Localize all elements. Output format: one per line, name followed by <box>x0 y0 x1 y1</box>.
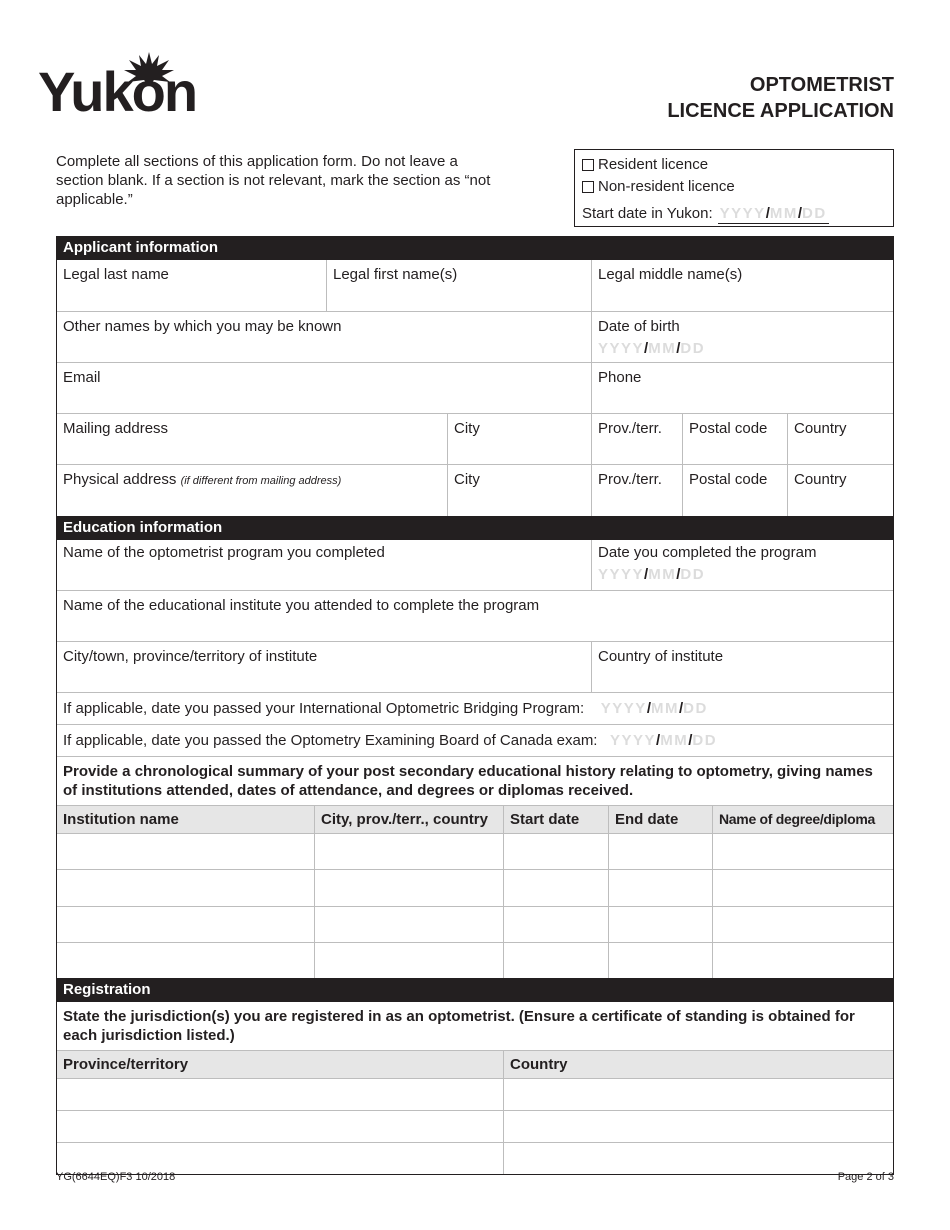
dob-field[interactable]: Date of birth YYYY/MM/DD <box>592 312 893 362</box>
oebc-date-row[interactable]: If applicable, date you passed the Optometry Examining Board of Canada exam: YYYY/MM/DD <box>57 725 893 757</box>
institute-location-row <box>57 642 893 693</box>
province-input[interactable] <box>57 1079 504 1110</box>
title-line-2: LICENCE APPLICATION <box>667 100 894 122</box>
table-row <box>57 1079 893 1111</box>
col-start-date: Start date <box>504 806 609 833</box>
mailing-city-field[interactable]: City <box>448 414 592 464</box>
country-input[interactable] <box>504 1111 893 1142</box>
physical-postal-field[interactable]: Postal code <box>683 465 788 516</box>
logo-wordmark: Yukon <box>38 60 197 123</box>
col-institution: Institution name <box>57 806 315 833</box>
start-date-input[interactable] <box>504 943 609 978</box>
other-names-field[interactable]: Other names by which you may be known <box>57 312 592 362</box>
mailing-row <box>57 414 893 465</box>
start-date-field[interactable]: YYYY/MM/DD <box>719 204 827 222</box>
first-names-field[interactable]: Legal first name(s) <box>327 260 592 311</box>
phone-field[interactable]: Phone <box>598 369 642 386</box>
start-date-input[interactable] <box>504 834 609 869</box>
education-section-header: Education information <box>57 516 893 540</box>
degree-input[interactable] <box>713 943 893 978</box>
contact-row <box>57 363 893 414</box>
location-input[interactable] <box>315 943 504 978</box>
degree-input[interactable] <box>713 834 893 869</box>
start-date-input[interactable] <box>504 907 609 942</box>
table-row <box>57 1143 893 1175</box>
location-input[interactable] <box>315 834 504 869</box>
table-row <box>57 1111 893 1143</box>
program-row <box>57 540 893 591</box>
yukon-logo <box>38 52 210 122</box>
col-location: City, prov./terr., country <box>315 806 504 833</box>
physical-prov-field[interactable]: Prov./terr. <box>592 465 683 516</box>
mailing-prov-field[interactable]: Prov./terr. <box>592 414 683 464</box>
name-row <box>57 260 893 312</box>
application-table <box>56 236 894 1175</box>
province-input[interactable] <box>57 1143 504 1174</box>
country-input[interactable] <box>504 1143 893 1174</box>
registration-instruction: State the jurisdiction(s) you are registered in as an optometrist. (Ensure a certificate of standing is obtained for each jurisdiction listed.) <box>57 1002 893 1051</box>
non-resident-checkbox[interactable] <box>582 181 594 193</box>
degree-input[interactable] <box>713 870 893 906</box>
start-date-input[interactable] <box>504 870 609 906</box>
end-date-input[interactable] <box>609 870 713 906</box>
location-input[interactable] <box>315 907 504 942</box>
physical-city-field[interactable]: City <box>448 465 592 516</box>
end-date-input[interactable] <box>609 943 713 978</box>
institution-input[interactable] <box>57 907 315 942</box>
end-date-input[interactable] <box>609 834 713 869</box>
education-summary-instruction: Provide a chronological summary of your post secondary educational history relating to optometry, giving names of institutions attended, dates of attendance, and degrees or diplomas received. <box>57 757 893 806</box>
registration-section-header: Registration <box>57 978 893 1002</box>
physical-address-field[interactable]: Physical address (if different from mailing address) <box>57 465 448 516</box>
physical-row <box>57 465 893 516</box>
start-date-row <box>582 203 886 225</box>
non-resident-label: Non-resident licence <box>598 178 735 195</box>
institute-country-field[interactable]: Country of institute <box>598 648 724 665</box>
col-province: Province/territory <box>57 1051 504 1078</box>
title-line-1: OPTOMETRIST <box>749 74 894 96</box>
start-date-label: Start date in Yukon: <box>582 205 713 222</box>
non-resident-option[interactable] <box>582 176 886 198</box>
institution-input[interactable] <box>57 943 315 978</box>
applicant-section-header: Applicant information <box>57 236 893 260</box>
email-field[interactable]: Email <box>57 363 592 413</box>
resident-checkbox[interactable] <box>582 159 594 171</box>
table-row <box>57 907 893 943</box>
physical-country-field[interactable]: Country <box>794 471 847 488</box>
resident-option[interactable] <box>582 154 886 176</box>
licence-type-box <box>574 149 894 227</box>
institute-row <box>57 591 893 642</box>
middle-names-field[interactable]: Legal middle name(s) <box>598 266 743 283</box>
country-input[interactable] <box>504 1079 893 1110</box>
last-name-field[interactable]: Legal last name <box>57 260 327 311</box>
col-degree: Name of degree/diploma <box>719 811 875 827</box>
col-country: Country <box>510 1056 568 1073</box>
registration-header <box>57 1051 893 1079</box>
form-title <box>667 72 894 124</box>
mailing-address-field[interactable]: Mailing address <box>57 414 448 464</box>
mailing-country-field[interactable]: Country <box>794 420 847 437</box>
province-input[interactable] <box>57 1111 504 1142</box>
end-date-input[interactable] <box>609 907 713 942</box>
program-name-field[interactable]: Name of the optometrist program you completed <box>57 540 592 590</box>
other-names-row <box>57 312 893 363</box>
institution-input[interactable] <box>57 834 315 869</box>
program-date-placeholder: YYYY/MM/DD <box>598 566 706 583</box>
dob-placeholder: YYYY/MM/DD <box>598 340 706 357</box>
page-number: Page 2 of 3 <box>837 1171 894 1183</box>
institute-name-field[interactable]: Name of the educational institute you attended to complete the program <box>63 597 540 614</box>
education-history-header <box>57 806 893 834</box>
col-end-date: End date <box>609 806 713 833</box>
degree-input[interactable] <box>713 907 893 942</box>
mailing-postal-field[interactable]: Postal code <box>683 414 788 464</box>
location-input[interactable] <box>315 870 504 906</box>
intro-text: Complete all sections of this application form. Do not leave a section blank. If a section is not relevant, mark the section as “not applicable.” <box>56 153 491 208</box>
bridging-date-row[interactable]: If applicable, date you passed your International Optometric Bridging Program: YYYY/MM/DD <box>57 693 893 725</box>
table-row <box>57 943 893 978</box>
table-row <box>57 834 893 870</box>
resident-label: Resident licence <box>598 156 709 173</box>
table-row <box>57 870 893 907</box>
institution-input[interactable] <box>57 870 315 906</box>
program-date-field[interactable]: Date you completed the program YYYY/MM/DD <box>592 540 893 590</box>
institute-city-field[interactable]: City/town, province/territory of institute <box>57 642 592 692</box>
form-code: YG(6644EQ)F3 10/2018 <box>56 1171 176 1183</box>
